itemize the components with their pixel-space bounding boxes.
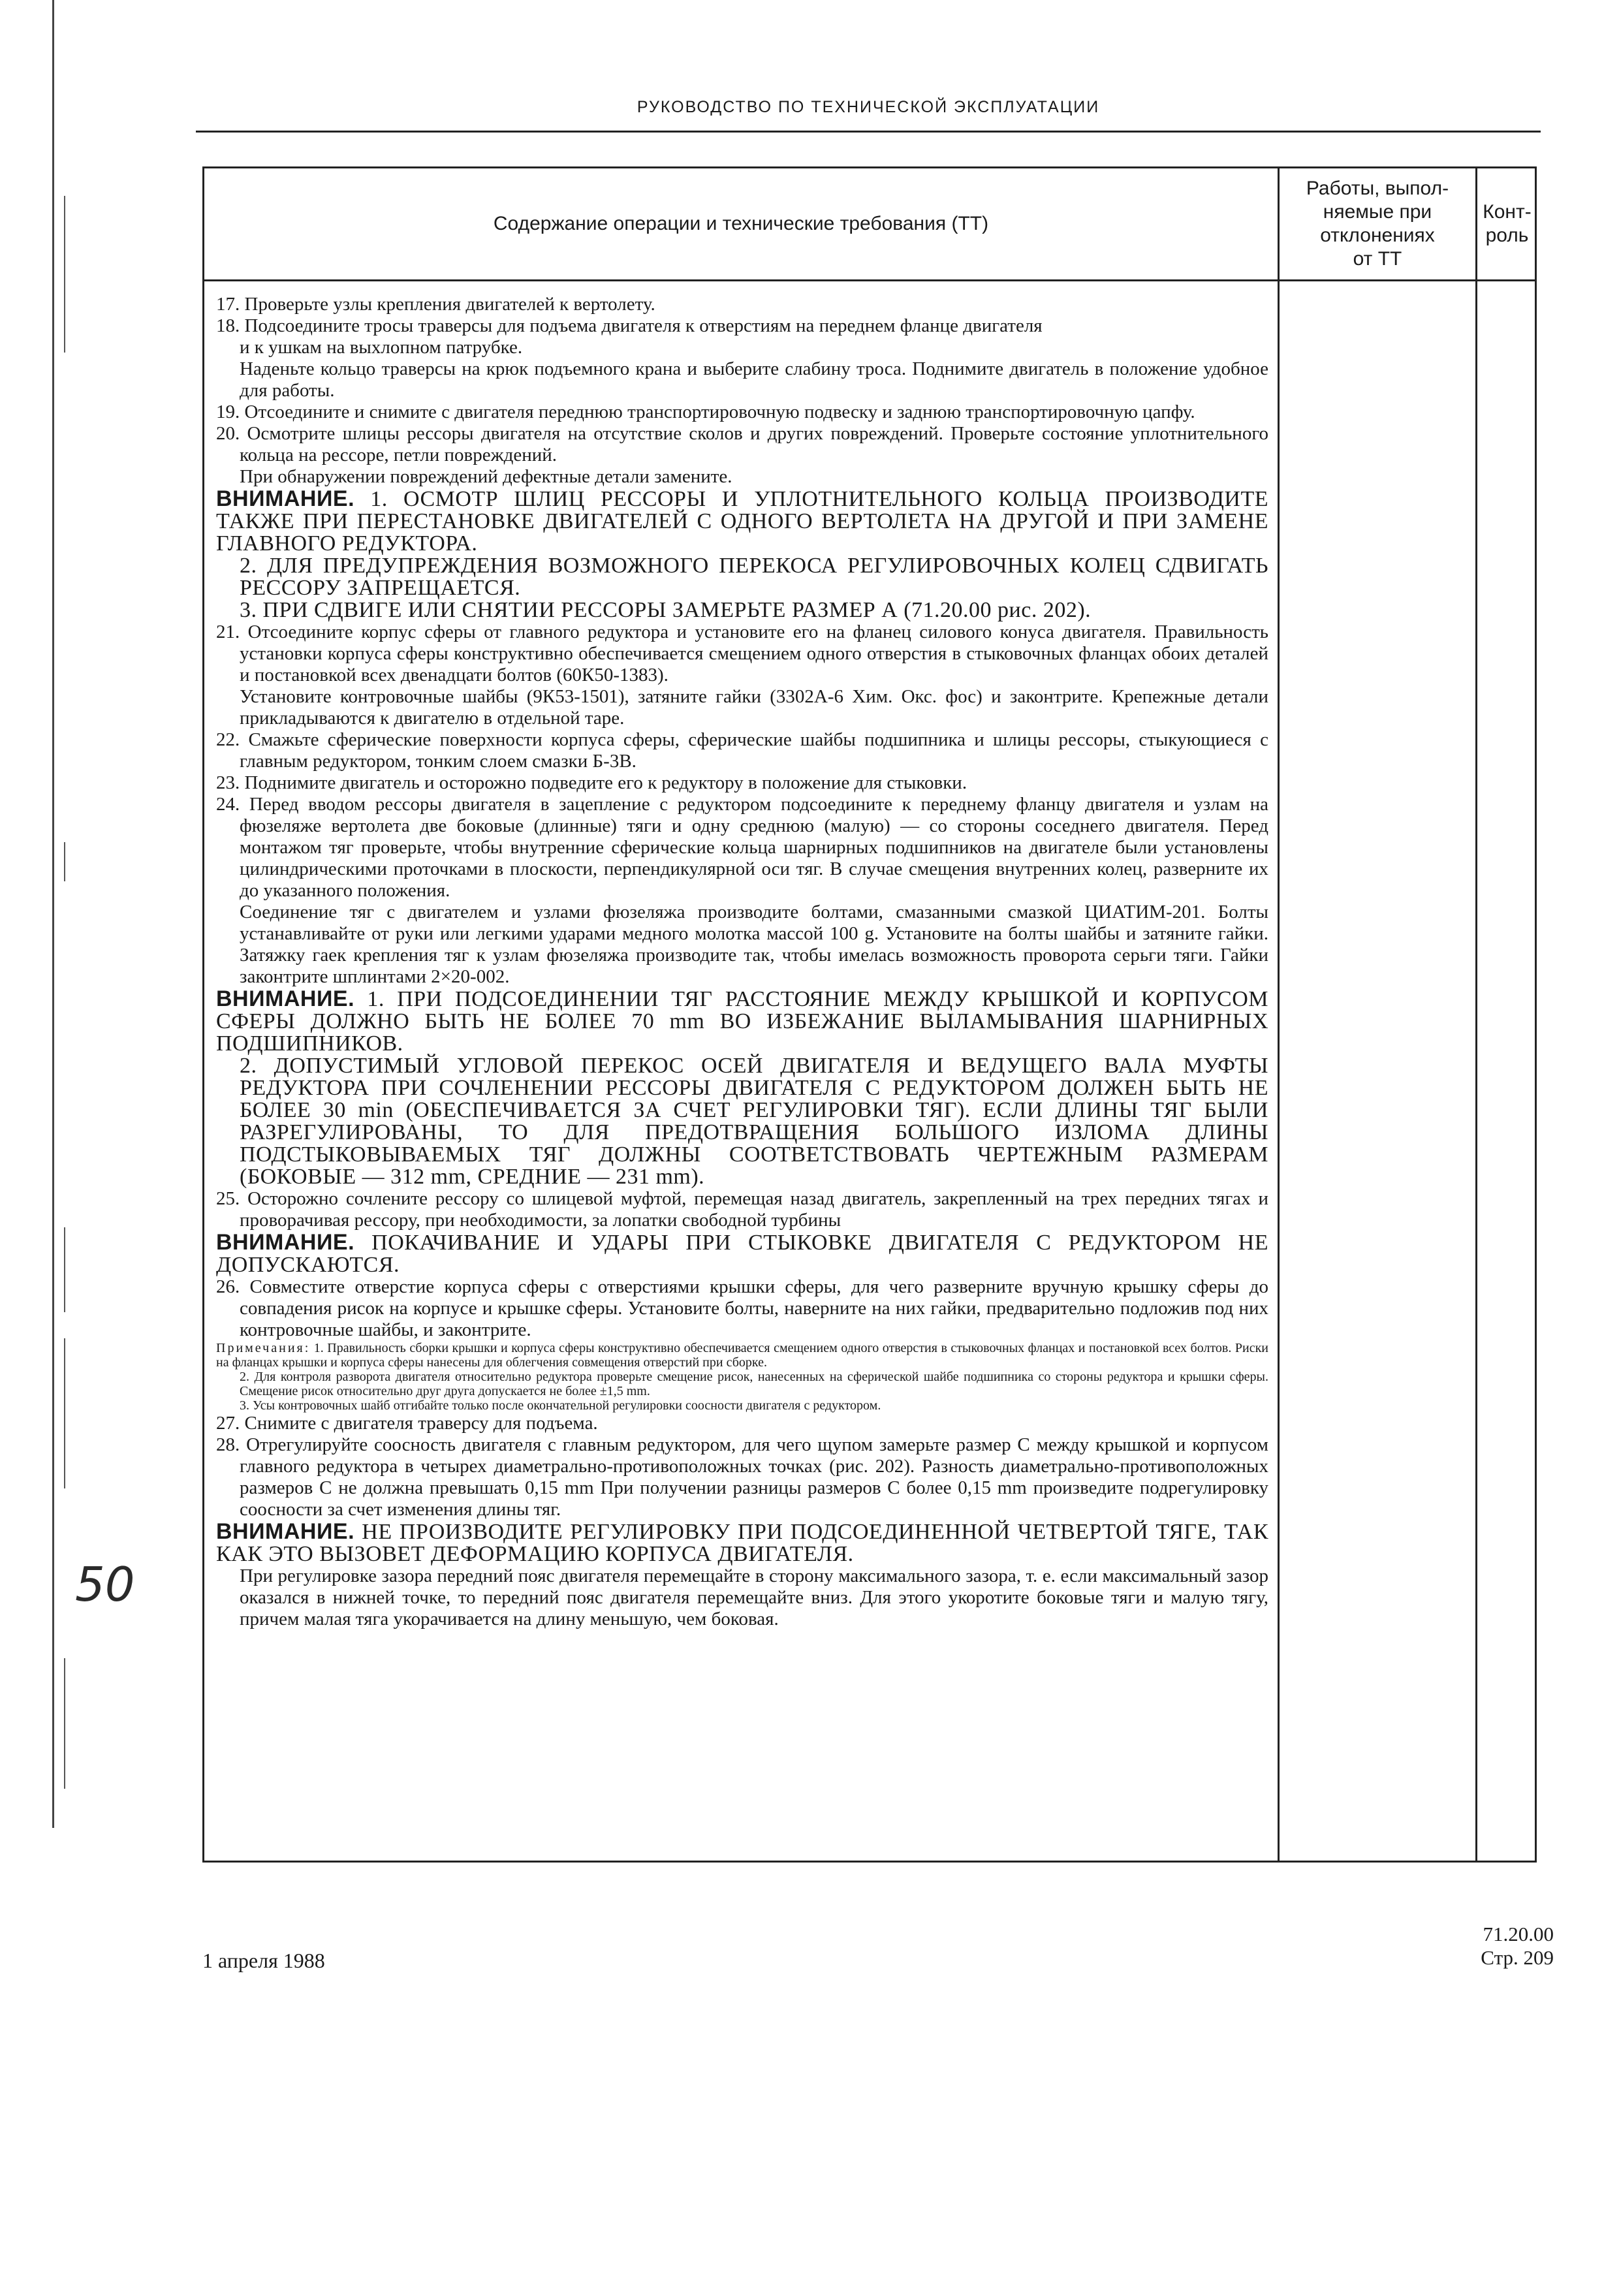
margin-tick — [64, 1338, 65, 1488]
step-paragraph — [216, 794, 1268, 902]
step-paragraph — [216, 488, 1268, 555]
paragraph-text: При обнаружении повреждений дефектные детали замените. — [240, 466, 732, 487]
paragraph-text: 18. Подсоедините тросы траверсы для подъема двигателя к отверстиям на переднем фланце двигателя — [216, 315, 1043, 336]
paragraph-text: 19. Отсоедините и снимите с двигателя переднюю транспортировочную подвеску и заднюю транспортировочную цапфу. — [216, 401, 1195, 422]
step-paragraph — [216, 1370, 1268, 1398]
paragraph-text: 3. ПРИ СДВИГЕ ИЛИ СНЯТИИ РЕССОРЫ ЗАМЕРЬТЕ РАЗМЕР А (71.20.00 рис. 202). — [240, 598, 1092, 622]
step-paragraph — [216, 337, 1268, 358]
margin-tick — [64, 1658, 65, 1789]
step-paragraph — [216, 1231, 1268, 1276]
step-paragraph — [216, 555, 1268, 599]
paragraph-text: 2. ДОПУСТИМЫЙ УГЛОВОЙ ПЕРЕКОС ОСЕЙ ДВИГАТЕЛЯ И ВЕДУЩЕГО ВАЛА МУФТЫ РЕДУКТОРА ПРИ СОЧЛЕНЕНИИ РЕССОРЫ ДВИГАТЕЛЯ С РЕДУКТОРОМ ДОЛЖЕН БЫТЬ НЕ БОЛЕЕ 30 min (ОБЕСПЕЧИВАЕТСЯ ЗА СЧЕТ РЕГУЛИРОВКИ ТЯГ). ЕСЛИ ДЛИНЫ ТЯГ БЫЛИ РАЗРЕГУЛИРОВАНЫ, ТО ДЛЯ ПРЕДОТВРАЩЕНИЯ БОЛЬШОГО ИЗЛОМА ДЛИНЫ ПОДСТЫКОВЫВАЕМЫХ ТЯГ ДОЛЖНЫ СООТВЕТСТВОВАТЬ ЧЕРТЕЖНЫМ РАЗМЕРАМ (БОКОВЫЕ — 312 mm, СРЕДНИЕ — 231 mm). — [240, 1054, 1268, 1189]
column-header-content: Содержание операции и технические требования (ТТ) — [493, 213, 989, 234]
step-paragraph — [216, 988, 1268, 1055]
paragraph-text: 24. Перед вводом рессоры двигателя в зацепление с редуктором подсоедините к переднему фланцу двигателя и узлам на фюзеляже вертолета две боковые (длинные) тяги и одну среднюю (малую) — со стороны соседнего двигателя. Перед монтажом тяг проверьте, чтобы внутренние сферические кольца шарнирных подшипников на двигателе были установлены цилиндрическими проточками в плоскости, перпендикулярной оси тяг. В случае смещения внутренних колец, разверните их до указанного положения. — [216, 794, 1268, 901]
paragraph-text: и к ушкам на выхлопном патрубке. — [240, 337, 523, 358]
operation-steps — [216, 294, 1268, 1630]
paragraph-text: 20. Осмотрите шлицы рессоры двигателя на отсутствие сколов и других повреждений. Проверьте состояние уплотнительного кольца на рессоре, петли повреждений. — [216, 423, 1268, 465]
step-paragraph — [216, 1434, 1268, 1520]
footer-code: 71.20.00 — [1483, 1923, 1554, 1945]
paragraph-text: 2. Для контроля разворота двигателя относительно редуктора проверьте смещение рисок, нанесенных на сферической шайбе подшипника со стороны редуктора и крышки сферы. Смещение рисок относительно друг друга допускается не более ±1,5 mm. — [240, 1370, 1268, 1398]
step-paragraph — [216, 1520, 1268, 1565]
step-paragraph — [216, 1398, 1268, 1413]
paragraph-text: 1. ОСМОТР ШЛИЦ РЕССОРЫ И УПЛОТНИТЕЛЬНОГО КОЛЬЦА ПРОИЗВОДИТЕ ТАКЖЕ ПРИ ПЕРЕСТАНОВКЕ ДВИГАТЕЛЕЙ С ОДНОГО ВЕРТОЛЕТА НА ДРУГОЙ И ПРИ ЗАМЕНЕ ГЛАВНОГО РЕДУКТОРА. — [216, 487, 1268, 556]
paragraph-text: Наденьте кольцо траверсы на крюк подъемного крана и выберите слабину троса. Поднимите двигатель в положение удобное для работы. — [240, 358, 1268, 401]
paragraph-text: НЕ ПРОИЗВОДИТЕ РЕГУЛИРОВКУ ПРИ ПОДСОЕДИНЕННОЙ ЧЕТВЕРТОЙ ТЯГЕ, ТАК КАК ЭТО ВЫЗОВЕТ ДЕФОРМАЦИЮ КОРПУСА ДВИГАТЕЛЯ. — [216, 1520, 1268, 1566]
step-paragraph — [216, 621, 1268, 686]
column-header-deviations: Работы, выпол- няемые при отклонениях от ТТ — [1306, 178, 1449, 270]
paragraph-text: 23. Поднимите двигатель и осторожно подведите его к редуктору в положение для стыковки. — [216, 772, 967, 793]
step-paragraph — [216, 599, 1268, 621]
column-divider — [1475, 168, 1477, 1861]
column-header-control: Конт- роль — [1483, 201, 1532, 246]
step-paragraph — [216, 772, 1268, 794]
page-header: РУКОВОДСТВО ПО ТЕХНИЧЕСКОЙ ЭКСПЛУАТАЦИИ — [637, 98, 1100, 116]
step-paragraph — [216, 423, 1268, 466]
handwritten-note: 50 — [75, 1557, 135, 1612]
paragraph-text: 21. Отсоедините корпус сферы от главного редуктора и установите его на фланец силового конуса двигателя. Правильность установки корпуса сферы конструктивно обеспечивается смещением одного отверстия в стыковочных фланцах обоих деталей и постановкой всех двенадцати болтов (60К50-1383). — [216, 621, 1268, 685]
step-paragraph — [216, 902, 1268, 988]
header-rule — [196, 131, 1541, 133]
margin-tick — [64, 1227, 65, 1312]
header-divider — [204, 279, 1535, 281]
step-paragraph — [216, 358, 1268, 401]
step-paragraph — [216, 1341, 1268, 1370]
step-paragraph — [216, 1055, 1268, 1188]
paragraph-text: 2. ДЛЯ ПРЕДУПРЕЖДЕНИЯ ВОЗМОЖНОГО ПЕРЕКОСА РЕГУЛИРОВОЧНЫХ КОЛЕЦ СДВИГАТЬ РЕССОРУ ЗАПРЕЩАЕТСЯ. — [240, 554, 1268, 600]
paragraph-text: ПОКАЧИВАНИЕ И УДАРЫ ПРИ СТЫКОВКЕ ДВИГАТЕЛЯ С РЕДУКТОРОМ НЕ ДОПУСКАЮТСЯ. — [216, 1231, 1268, 1277]
paragraph-lead: ВНИМАНИЕ. — [216, 986, 355, 1011]
paragraph-text: 22. Смажьте сферические поверхности корпуса сферы, сферические шайбы подшипника и шлицы рессоры, стыкующиеся с главным редуктором, тонким слоем смазки Б-3В. — [216, 729, 1268, 772]
paragraph-text: 26. Совместите отверстие корпуса сферы с отверстиями крышки сферы, для чего разверните вручную крышку сферы до совпадения рисок на корпусе и крышке сферы. Установите болты, наверните на них гайки, предварительно подложив под них контровочные шайбы, и законтрите. — [216, 1276, 1268, 1340]
step-paragraph — [216, 1276, 1268, 1341]
footer-page-ref — [1436, 1923, 1554, 1970]
footer-date: 1 апреля 1988 — [202, 1949, 325, 1972]
paragraph-text: 3. Усы контровочных шайб отгибайте только после окончательной регулировки соосности двигателя с редуктором. — [240, 1398, 881, 1413]
margin-tick — [64, 842, 65, 881]
operations-table — [202, 166, 1537, 1863]
footer-page: Стр. 209 — [1481, 1946, 1554, 1969]
step-paragraph — [216, 1565, 1268, 1630]
paragraph-lead: Примечания: — [216, 1341, 311, 1355]
margin-rule — [52, 0, 54, 1828]
step-paragraph — [216, 729, 1268, 772]
step-paragraph — [216, 1188, 1268, 1231]
paragraph-text: 28. Отрегулируйте соосность двигателя с главным редуктором, для чего щупом замерьте размер С между крышкой и корпусом главного редуктора в четырех диаметрально-противоположных точках (рис. 202). Разность диаметрально-противоположных размеров С не должна превышать 0,15 mm При получении разницы размеров С более 0,15 mm произведите подрегулировку соосности за счет изменения длины тяг. — [216, 1434, 1268, 1520]
step-paragraph — [216, 294, 1268, 315]
step-paragraph — [216, 401, 1268, 423]
paragraph-text: 25. Осторожно сочлените рессору со шлицевой муфтой, перемещая назад двигатель, закрепленный на трех передних тягах и проворачивая рессору, при необходимости, за лопатки свободной турбины — [216, 1188, 1268, 1231]
column-divider — [1278, 168, 1280, 1861]
paragraph-text: При регулировке зазора передний пояс двигателя перемещайте в сторону максимального зазора, т. е. если максимальный зазор оказался в нижней точке, то передний пояс двигателя перемещайте вниз. Для этого укоротите боковые тяги и малую тягу, причем малая тяга укорачивается на длину меньшую, чем боковая. — [240, 1565, 1268, 1629]
paragraph-text: 1. Правильность сборки крышки и корпуса сферы конструктивно обеспечивается смещением одного отверстия в стыковочных фланцах и постановкой всех болтов. Риски на фланцах крышки и корпуса сферы нанесены для облегчения совмещения отверстий при сборке. — [216, 1341, 1268, 1370]
step-paragraph — [216, 466, 1268, 488]
paragraph-lead: ВНИМАНИЕ. — [216, 486, 355, 511]
paragraph-text: 27. Снимите с двигателя траверсу для подъема. — [216, 1413, 598, 1434]
paragraph-lead: ВНИМАНИЕ. — [216, 1230, 355, 1255]
paragraph-text: Установите контровочные шайбы (9К53-1501), затяните гайки (3302А-6 Хим. Окс. фос) и законтрите. Крепежные детали прикладываются к двигателю в отдельной таре. — [240, 686, 1268, 729]
paragraph-text: 17. Проверьте узлы крепления двигателей к вертолету. — [216, 294, 655, 315]
step-paragraph — [216, 315, 1268, 337]
step-paragraph — [216, 686, 1268, 729]
paragraph-text: Соединение тяг с двигателем и узлами фюзеляжа производите болтами, смазанными смазкой ЦИАТИМ-201. Болты устанавливайте от руки или легкими ударами медного молотка массой 100 g. Установите на болты шайбы и затяните гайки. Затяжку гаек крепления тяг к узлам фюзеляжа производите так, чтобы имелась возможность проворота серьги тяги. Гайки законтрите шплинтами 2×20-002. — [240, 902, 1268, 987]
margin-tick — [64, 196, 65, 353]
paragraph-text: 1. ПРИ ПОДСОЕДИНЕНИИ ТЯГ РАССТОЯНИЕ МЕЖДУ КРЫШКОЙ И КОРПУСОМ СФЕРЫ ДОЛЖНО БЫТЬ НЕ БОЛЕЕ 70 mm ВО ИЗБЕЖАНИЕ ВЫЛАМЫВАНИЯ ШАРНИРНЫХ ПОДШИПНИКОВ. — [216, 987, 1268, 1056]
paragraph-lead: ВНИМАНИЕ. — [216, 1519, 355, 1544]
step-paragraph — [216, 1413, 1268, 1434]
